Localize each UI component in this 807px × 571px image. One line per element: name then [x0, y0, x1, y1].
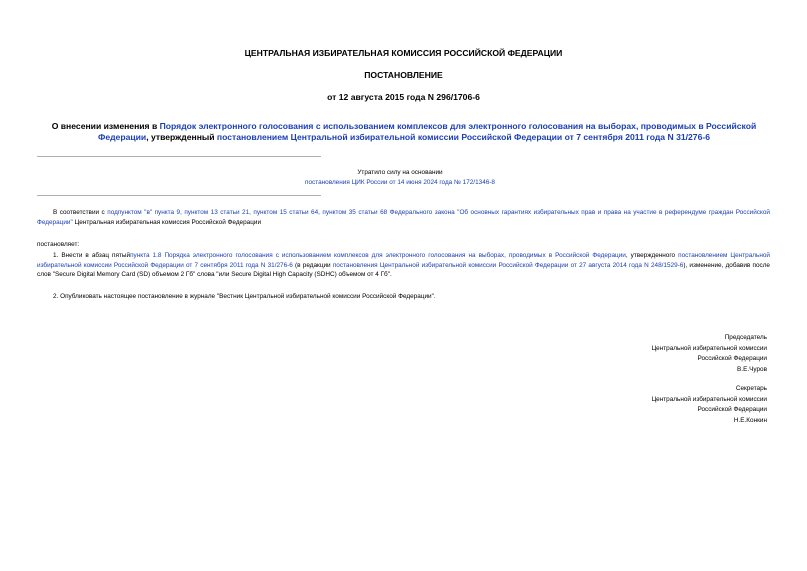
item-1-text-4: ), изменение, добавив после слов "Secure Digital Memory Card (SD) объемом 2 Гб" слова "или Secure Digital High Capacity (SDHC) объемом от 4 Гб". — [37, 261, 770, 279]
repeal-notice-text: Утратило силу на основании — [357, 169, 443, 176]
document-title — [34, 121, 774, 143]
org-heading: ЦЕНТРАЛЬНАЯ ИЗБИРАТЕЛЬНАЯ КОМИССИЯ РОССИЙСКОЙ ФЕДЕРАЦИИ — [244, 48, 563, 58]
item-1-link-resolution-2011[interactable]: постановлением Центральной избирательной комиссии Российской Федерации от 7 сентября 2011 года N 31/276-6 — [37, 252, 770, 269]
doc-type-heading: ПОСТАНОВЛЕНИЕ — [364, 70, 443, 80]
signature-chairman-org-2: Российской Федерации — [697, 355, 767, 362]
signature-chairman-name: В.Е.Чуров — [737, 365, 767, 373]
item-1-paragraph — [37, 251, 770, 280]
signature-chairman-org-1: Центральной избирательной комиссии — [651, 344, 767, 352]
signature-secretary-org-1: Центральной избирательной комиссии — [651, 395, 767, 403]
title-link-resolution[interactable]: постановлением Центральной избирательной комиссии Российской Федерации от 7 сентября 2011 года N 31/276-6 — [216, 132, 710, 142]
signature-secretary-org-2: Российской Федерации — [697, 406, 767, 413]
resolves-text: постановляет: — [37, 241, 80, 248]
title-text-1: О внесении изменения в — [51, 121, 160, 131]
item-1-text-1: 1. Внести в абзац пятый — [53, 252, 131, 259]
preamble-paragraph — [37, 208, 770, 227]
item-2-paragraph: 2. Опубликовать настоящее постановление в журнале "Вестник Центральной избирательной комиссии Российской Федерации". — [53, 293, 436, 300]
signature-secretary-name: Н.Е.Конкин — [733, 416, 767, 424]
divider-bottom — [37, 195, 321, 196]
signature-secretary — [651, 384, 767, 426]
date-number-heading: от 12 августа 2015 года N 296/1706-6 — [327, 92, 480, 102]
divider-top — [37, 156, 321, 157]
title-link-procedure[interactable]: Порядок электронного голосования с использованием комплексов для электронного голосования на выборах, проводимых в Российской Федерации — [97, 121, 757, 142]
item-1-text-3: (в редакции — [292, 261, 333, 269]
signature-secretary-role: Секретарь — [735, 385, 767, 392]
preamble-text-1: В соответствии с — [53, 209, 108, 216]
item-1-text-2: , утвержденного — [625, 252, 679, 259]
item-1-link-procedure[interactable]: пункта 1.8 Порядка электронного голосования с использованием комплексов для электронного голосования на выборах, проводимых в Российской Федерации — [130, 252, 626, 259]
signature-chairman — [651, 333, 767, 375]
signature-chairman-role: Председатель — [724, 334, 767, 341]
preamble-law-link[interactable]: подпунктом "в" пункта 9, пунктом 13 статьи 21, пунктом 15 статьи 64, пунктом 35 статьи 68 Федерального закона "Об основных гарантиях избирательных прав и права на участие в референдуме граждан Российской Федерации" — [37, 209, 770, 226]
item-1-link-resolution-2014[interactable]: постановления Центральной избирательной комиссии Российской Федерации от 27 августа 2014 года N 248/1529-6 — [332, 261, 684, 269]
title-text-2: , утвержденный — [146, 132, 217, 142]
repeal-notice — [250, 168, 550, 187]
repeal-notice-link[interactable]: постановления ЦИК России от 14 июня 2024 года № 172/1346-8 — [305, 178, 495, 186]
preamble-text-2: Центральная избирательная комиссия Российской Федерации — [72, 218, 262, 226]
